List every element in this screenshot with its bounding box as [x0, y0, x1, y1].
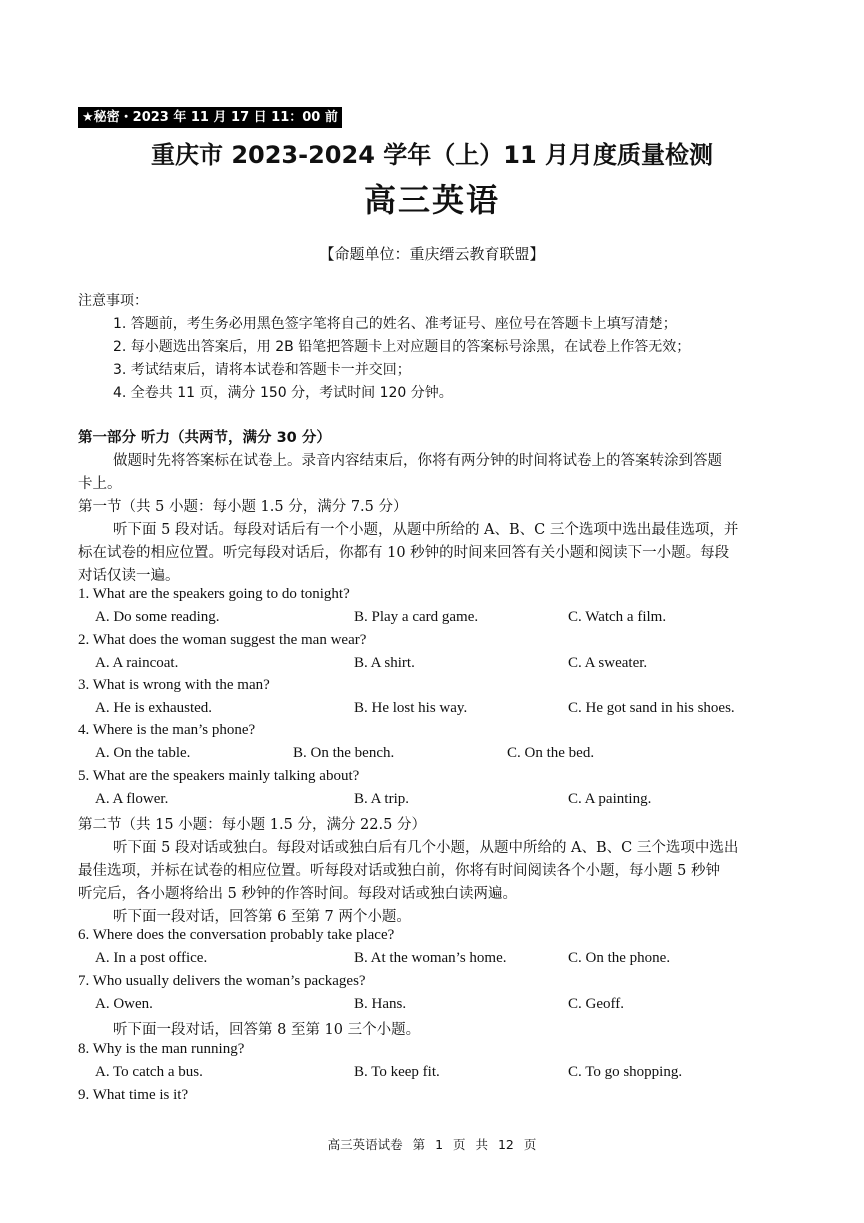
notice-item: 1. 答题前，考生务必用黑色签字笔将自己的姓名、准考证号、座位号在答题卡上填写清楚；: [113, 316, 677, 332]
q7-option-c: C. Geoff.: [568, 996, 624, 1012]
question-2: 2. What does the woman suggest the man wear?: [78, 632, 367, 648]
q3-option-c: C. He got sand in his shoes.: [568, 700, 735, 716]
secret-label: ★秘密・2023 年 11 月 17 日 11：00 前: [78, 107, 342, 128]
exam-title: 重庆市 2023-2024 学年（上）11 月月度质量检测: [150, 141, 714, 169]
q7-option-a: A. Owen.: [95, 996, 153, 1012]
question-1: 1. What are the speakers going to do tonight?: [78, 586, 350, 602]
q2-option-a: A. A raincoat.: [95, 655, 179, 671]
group-6-7-instruction: 听下面一段对话，回答第 6 至第 7 两个小题。: [113, 909, 411, 925]
q4-option-a: A. On the table.: [95, 745, 191, 761]
section2-heading: 第二节（共 15 小题：每小题 1.5 分，满分 22.5 分）: [78, 817, 426, 833]
q4-option-c: C. On the bed.: [507, 745, 595, 761]
q8-option-b: B. To keep fit.: [354, 1064, 440, 1080]
q1-option-c: C. Watch a film.: [568, 609, 667, 625]
section2-instructions-cont: 最佳选项，并标在试卷的相应位置。听每段对话或独白前，你将有时间阅读各个小题，每小题 5 秒钟: [78, 863, 720, 879]
q8-option-a: A. To catch a bus.: [95, 1064, 203, 1080]
q6-option-a: A. In a post office.: [95, 950, 208, 966]
question-8: 8. Why is the man running?: [78, 1041, 245, 1057]
subject-title: 高三英语: [363, 181, 500, 219]
q4-option-b: B. On the bench.: [293, 745, 395, 761]
section1-instructions: 听下面 5 段对话。每段对话后有一个小题，从题中所给的 A、B、C 三个选项中选出最佳选项，并: [113, 522, 739, 538]
page-footer: 高三英语试卷 第 1 页 共 12 页: [327, 1137, 537, 1152]
q5-option-b: B. A trip.: [354, 791, 410, 807]
notice-item: 2. 每小题选出答案后，用 2B 铅笔把答题卡上对应题目的答案标号涂黑，在试卷上作答无效；: [113, 339, 691, 355]
part1-heading: 第一部分 听力（共两节，满分 30 分）: [78, 430, 331, 446]
question-5: 5. What are the speakers mainly talking about?: [78, 768, 360, 784]
issuer-label: 【命题单位：重庆缙云教育联盟】: [319, 245, 545, 263]
question-7: 7. Who usually delivers the woman’s packages?: [78, 973, 366, 989]
section2-instructions-end: 听完后，各小题将给出 5 秒钟的作答时间。每段对话或独白读两遍。: [78, 886, 517, 902]
q5-option-c: C. A painting.: [568, 791, 652, 807]
notice-heading: 注意事项：: [78, 293, 148, 309]
section1-instructions-cont: 标在试卷的相应位置。听完每段对话后，你都有 10 秒钟的时间来回答有关小题和阅读下一小题。每段: [78, 545, 730, 561]
q2-option-c: C. A sweater.: [568, 655, 648, 671]
q7-option-b: B. Hans.: [354, 996, 407, 1012]
q6-option-c: C. On the phone.: [568, 950, 671, 966]
q6-option-b: B. At the woman’s home.: [354, 950, 507, 966]
part1-intro-cont: 卡上。: [78, 476, 122, 492]
notice-item: 4. 全卷共 11 页，满分 150 分，考试时间 120 分钟。: [113, 385, 453, 401]
q5-option-a: A. A flower.: [95, 791, 169, 807]
q2-option-b: B. A shirt.: [354, 655, 415, 671]
notice-item: 3. 考试结束后，请将本试卷和答题卡一并交回；: [113, 362, 411, 378]
q1-option-a: A. Do some reading.: [95, 609, 220, 625]
question-9: 9. What time is it?: [78, 1087, 189, 1103]
q1-option-b: B. Play a card game.: [354, 609, 479, 625]
group-8-10-instruction: 听下面一段对话，回答第 8 至第 10 三个小题。: [113, 1022, 421, 1038]
question-3: 3. What is wrong with the man?: [78, 677, 270, 693]
part1-intro: 做题时先将答案标在试卷上。录音内容结束后，你将有两分钟的时间将试卷上的答案转涂到答题: [113, 453, 722, 469]
section2-instructions: 听下面 5 段对话或独白。每段对话或独白后有几个小题，从题中所给的 A、B、C 三个选项中选出: [113, 840, 739, 856]
section1-instructions-end: 对话仅读一遍。: [78, 568, 180, 584]
section1-heading: 第一节（共 5 小题：每小题 1.5 分，满分 7.5 分）: [78, 499, 408, 515]
q3-option-a: A. He is exhausted.: [95, 700, 213, 716]
question-4: 4. Where is the man’s phone?: [78, 722, 256, 738]
question-6: 6. Where does the conversation probably take place?: [78, 927, 395, 943]
q3-option-b: B. He lost his way.: [354, 700, 468, 716]
q8-option-c: C. To go shopping.: [568, 1064, 683, 1080]
